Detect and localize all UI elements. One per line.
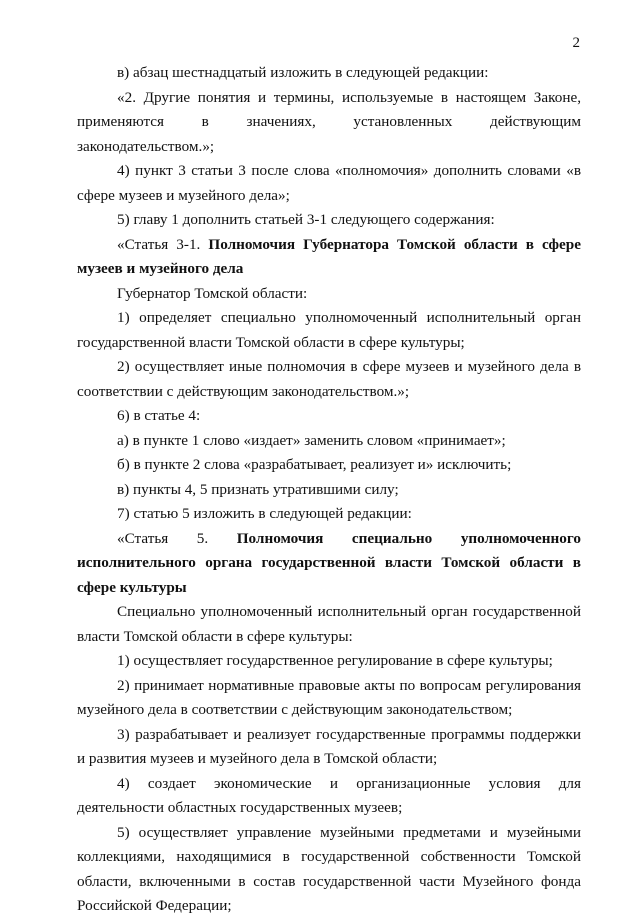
article-3-1-heading	[77, 233, 581, 282]
paragraph-item-6-v	[77, 478, 581, 503]
article-title: Полномочия специально уполномоченного исполнительного органа государственной власти Томской области в сфере культуры	[77, 529, 581, 596]
paragraph-text: 2) осуществляет иные полномочия в сфере музеев и музейного дела в соответствии с действующим законодательством.»;	[77, 358, 581, 400]
document-body	[77, 61, 581, 919]
paragraph-text: в) пункты 4, 5 признать утратившими силу;	[117, 480, 399, 498]
paragraph-text: Губернатор Томской области:	[117, 284, 308, 302]
paragraph-authority-4	[77, 772, 581, 821]
paragraph-item-6-b	[77, 453, 581, 478]
article-lead: «Статья 3-1.	[117, 235, 209, 253]
article-title: Полномочия Губернатора Томской области в сфере музеев и музейного дела	[77, 235, 581, 277]
paragraph-item-6	[77, 404, 581, 429]
paragraph-item-7	[77, 502, 581, 527]
article-5-heading	[77, 527, 581, 601]
paragraph-text: 4) создает экономические и организационные условия для деятельности областных государственных музеев;	[77, 774, 581, 816]
paragraph-item-5	[77, 208, 581, 233]
paragraph-authority-1	[77, 649, 581, 674]
paragraph-text: 1) осуществляет государственное регулирование в сфере культуры;	[117, 652, 553, 669]
paragraph-text: 7) статью 5 изложить в следующей редакции:	[117, 505, 412, 522]
paragraph-governor-intro	[77, 282, 581, 307]
paragraph-authority-2	[77, 674, 581, 723]
paragraph-new-clause-2	[77, 86, 581, 160]
paragraph-text: а) в пункте 1 слово «издает» заменить словом «принимает»;	[117, 431, 506, 449]
paragraph-text: 5) осуществляет управление музейными предметами и музейными коллекциями, находящимися в государственной собственности Томской области, включенными в состав государственной части Музейного фонда Российской Федерации;	[77, 823, 581, 914]
paragraph-text: 6) в статье 4:	[117, 407, 201, 424]
paragraph-text: 1) определяет специально уполномоченный исполнительный орган государственной власти Томской области в сфере культуры;	[77, 309, 581, 351]
paragraph-text: 4) пункт 3 статьи 3 после слова «полномочия» дополнить словами «в сфере музеев и музейного дела»;	[77, 162, 581, 204]
paragraph-text: 3) разрабатывает и реализует государственные программы поддержки и развития музеев и музейного дела в Томской области;	[77, 725, 581, 767]
paragraph-text: Специально уполномоченный исполнительный орган государственной власти Томской области в сфере культуры:	[77, 603, 581, 645]
paragraph-text: в) абзац шестнадцатый изложить в следующей редакции:	[117, 64, 489, 81]
paragraph-amend-v-16	[77, 61, 581, 86]
paragraph-authority-5	[77, 821, 581, 919]
page-number: 2	[572, 35, 580, 51]
paragraph-governor-1	[77, 306, 581, 355]
paragraph-authority-intro	[77, 600, 581, 649]
paragraph-text: 5) главу 1 дополнить статьей 3-1 следующего содержания:	[117, 211, 495, 228]
paragraph-governor-2	[77, 355, 581, 404]
paragraph-item-6-a	[77, 429, 581, 454]
article-lead: «Статья 5.	[117, 529, 237, 547]
paragraph-text: б) в пункте 2 слова «разрабатывает, реализует и» исключить;	[117, 456, 512, 473]
paragraph-authority-3	[77, 723, 581, 772]
paragraph-item-4	[77, 159, 581, 208]
paragraph-text: «2. Другие понятия и термины, используемые в настоящем Законе, применяются в значениях, установленных действующим законодательством.»;	[77, 88, 581, 155]
paragraph-text: 2) принимает нормативные правовые акты по вопросам регулирования музейного дела в соответствии с действующим законодательством;	[77, 676, 581, 718]
